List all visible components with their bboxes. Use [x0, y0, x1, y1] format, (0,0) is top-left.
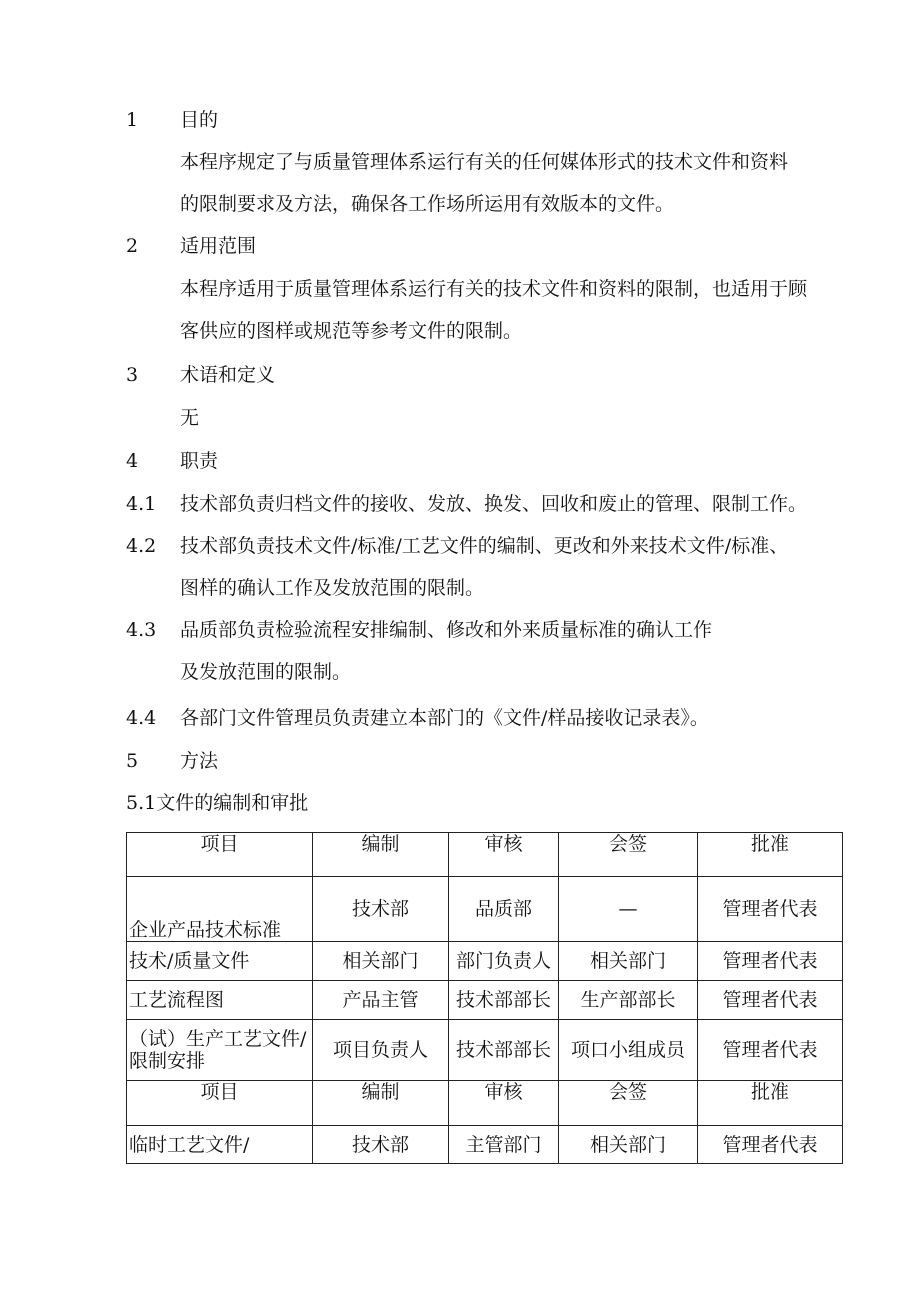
row-2-prepare: 相关部门: [313, 942, 449, 981]
row-1-countersign: —: [559, 877, 698, 942]
header-item: 项目: [127, 833, 313, 877]
row-1-review: 品质部: [449, 877, 559, 942]
table-row: [127, 942, 843, 981]
section-1-text-line-2: 的限制要求及方法，确保各工作场所运用有效版本的文件。: [180, 193, 675, 215]
section-2-text-line-2: 客供应的图样或规范等参考文件的限制。: [180, 320, 523, 342]
section-4-3-text-line-1: 品质部负责检验流程安排编制、修改和外来质量标准的确认工作: [180, 619, 713, 641]
last-row-prepare: 技术部: [313, 1126, 449, 1164]
section-2-title: 适用范围: [180, 235, 257, 257]
row-1-item: 企业产品技术标准: [127, 877, 313, 942]
row-2-countersign: 相关部门: [559, 942, 698, 981]
header2-review: 审核: [449, 1081, 559, 1126]
row-3-countersign: 生产部部长: [559, 981, 698, 1020]
table-row: [127, 877, 843, 942]
section-5-title: 方法: [180, 750, 219, 772]
table-row: [127, 981, 843, 1020]
section-1-title: 目的: [180, 109, 219, 131]
row-4-countersign: 项口小组成员: [559, 1020, 698, 1081]
table-header-row-2: [127, 1081, 843, 1126]
header-review: 审核: [449, 833, 559, 877]
section-5-number: 5: [126, 750, 139, 772]
header2-item: 项目: [127, 1081, 313, 1126]
section-4-number: 4: [126, 450, 139, 472]
row-2-item: 技术/质量文件: [127, 942, 313, 981]
section-4-3-number: 4.3: [126, 619, 157, 641]
last-row-item: 临时工艺文件/: [127, 1126, 313, 1164]
last-row-countersign: 相关部门: [559, 1126, 698, 1164]
section-4-4-number: 4.4: [126, 707, 157, 729]
section-4-2-number: 4.2: [126, 535, 157, 557]
table-row: [127, 1126, 843, 1164]
header-countersign: 会签: [559, 833, 698, 877]
last-row-approve: 管理者代表: [698, 1126, 843, 1164]
row-2-approve: 管理者代表: [698, 942, 843, 981]
section-4-1-number: 4.1: [126, 493, 157, 515]
section-4-1-text: 技术部负责归档文件的接收、发放、换发、回收和废止的管理、限制工作。: [180, 493, 808, 515]
last-row-review: 主管部门: [449, 1126, 559, 1164]
section-4-title: 职责: [180, 450, 219, 472]
row-4-approve: 管理者代表: [698, 1020, 843, 1081]
header-approve: 批准: [698, 833, 843, 877]
approval-table: [126, 832, 843, 1164]
section-1-number: 1: [126, 109, 139, 131]
header2-approve: 批准: [698, 1081, 843, 1126]
row-1-approve: 管理者代表: [698, 877, 843, 942]
section-3-title: 术语和定义: [180, 364, 276, 386]
section-2-number: 2: [126, 235, 139, 257]
row-1-prepare: 技术部: [313, 877, 449, 942]
row-3-item: 工艺流程图: [127, 981, 313, 1020]
header-prepare: 编制: [313, 833, 449, 877]
section-3-number: 3: [126, 364, 139, 386]
header2-prepare: 编制: [313, 1081, 449, 1126]
section-4-2-text-line-1: 技术部负责技术文件/标准/工艺文件的编制、更改和外来技术文件/标准、: [180, 535, 789, 557]
section-1-text-line-1: 本程序规定了与质量管理体系运行有关的任何媒体形式的技术文件和资料: [180, 151, 789, 173]
section-3-text: 无: [180, 407, 200, 429]
row-3-approve: 管理者代表: [698, 981, 843, 1020]
section-2-text-line-1: 本程序适用于质量管理体系运行有关的技术文件和资料的限制，也适用于顾: [180, 278, 808, 300]
row-2-review: 部门负责人: [449, 942, 559, 981]
row-4-item: （试）生产工艺文件/限制安排: [127, 1020, 313, 1081]
table-row: [127, 1020, 843, 1081]
row-4-prepare: 项目负责人: [313, 1020, 449, 1081]
header2-countersign: 会签: [559, 1081, 698, 1126]
row-3-review: 技术部部长: [449, 981, 559, 1020]
row-4-review: 技术部部长: [449, 1020, 559, 1081]
row-3-prepare: 产品主管: [313, 981, 449, 1020]
section-4-3-text-line-2: 及发放范围的限制。: [180, 661, 352, 683]
section-4-2-text-line-2: 图样的确认工作及发放范围的限制。: [180, 577, 485, 599]
table-header-row: [127, 833, 843, 877]
section-4-4-text: 各部门文件管理员负责建立本部门的《文件/样品接收记录表》。: [180, 707, 709, 729]
section-5-1-heading: 5.1文件的编制和审批: [126, 792, 309, 814]
